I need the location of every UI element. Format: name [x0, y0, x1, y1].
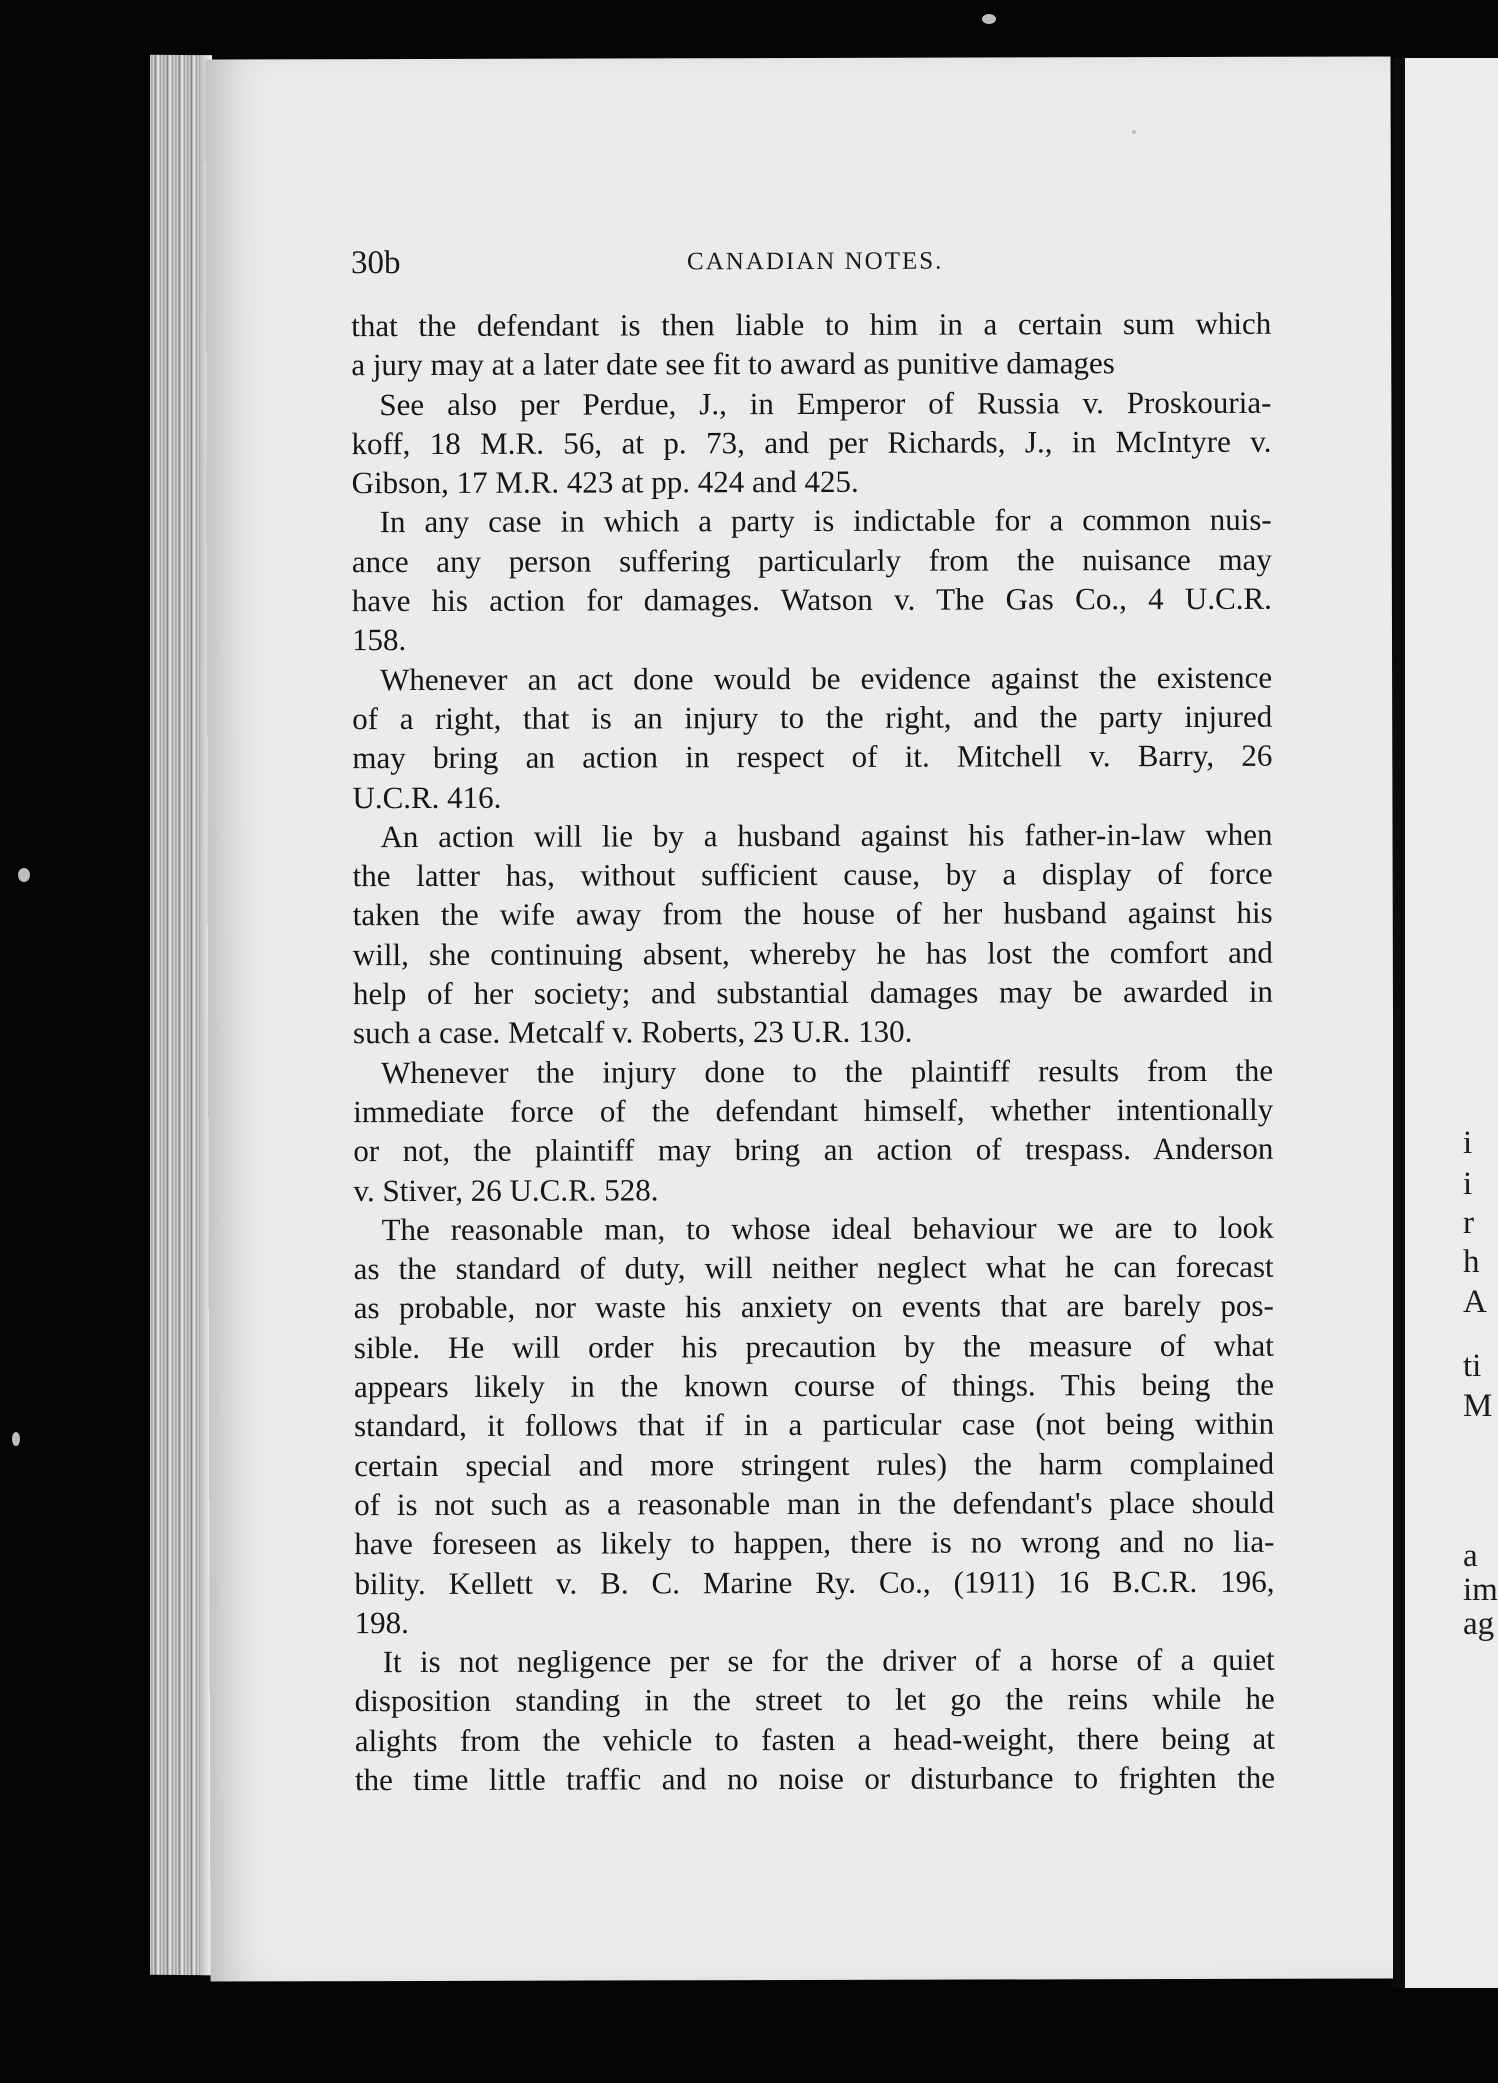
text-line: that the defendant is then liable to him in a certain sum which [351, 305, 1272, 344]
running-title: CANADIAN NOTES. [686, 247, 944, 276]
text-line: sible. He will order his precaution by the measure of what [353, 1327, 1274, 1365]
text-line: appears likely in the known course of things. This being the [353, 1366, 1275, 1405]
text-line: In any case in which a party is indictable for a common nuis- [379, 502, 1272, 540]
text-line: U.C.R. 416. [352, 779, 502, 815]
text-line: taken the wife away from the house of her husband against his [352, 895, 1273, 933]
text-line: 198. [354, 1604, 409, 1640]
facing-page-fragment: ag [1463, 1606, 1495, 1642]
facing-page-fragment: r [1463, 1205, 1474, 1241]
text-line: certain special and more stringent rules) the harm complained [354, 1445, 1275, 1483]
facing-page-edge [1405, 58, 1498, 1988]
text-line: v. Stiver, 26 U.C.R. 528. [353, 1171, 659, 1208]
text-line: or not, the plaintiff may bring an action of trespass. Anderson [353, 1130, 1274, 1169]
facing-page-fragment: a [1463, 1538, 1478, 1574]
text-line: See also per Perdue, J., in Emperor of Russia v. Proskouria- [379, 384, 1272, 422]
text-line: alights from the vehicle to fasten a head-weight, there being at [354, 1720, 1275, 1758]
body-text [351, 304, 1275, 1800]
running-head [351, 243, 1291, 285]
dust-speck [18, 868, 30, 882]
text-line: the time little traffic and no noise or disturbance to frighten the [354, 1759, 1276, 1798]
book-page [205, 56, 1395, 1981]
text-line: Gibson, 17 M.R. 423 at pp. 424 and 425. [351, 464, 859, 501]
facing-page-fragment: h [1463, 1244, 1480, 1280]
gutter [1393, 58, 1405, 1988]
text-line: ance any person suffering particularly from the nuisance may [351, 541, 1272, 579]
text-line: such a case. Metcalf v. Roberts, 23 U.R. 130. [352, 1014, 913, 1051]
facing-page-fragment: im [1463, 1572, 1498, 1608]
facing-page-fragment: ti [1463, 1348, 1482, 1384]
dust-speck [12, 1432, 20, 1446]
text-line: It is not negligence per se for the driver of a horse of a quiet [382, 1641, 1275, 1680]
text-line: standard, it follows that if in a particular case (not being within [354, 1406, 1275, 1444]
text-line: may bring an action in respect of it. Mitchell v. Barry, 26 [352, 738, 1273, 776]
text-line: koff, 18 M.R. 56, at p. 73, and per Richards, J., in McIntyre v. [351, 423, 1272, 462]
facing-page-fragment: A [1463, 1284, 1487, 1320]
facing-page-fragment: i [1463, 1125, 1473, 1161]
text-line: An action will lie by a husband against his father-in-law when [380, 816, 1273, 854]
text-line: 158. [351, 622, 407, 658]
text-line: immediate force of the defendant himself, whether intentionally [353, 1091, 1274, 1130]
text-line: Whenever the injury done to the plaintiff results from the [381, 1052, 1274, 1090]
page-edges [150, 55, 212, 1975]
text-line: as the standard of duty, will neither neglect what he can forecast [353, 1248, 1274, 1287]
text-line: a jury may at a later date see fit to award as punitive damages [351, 345, 1115, 383]
facing-page-fragment: i [1463, 1166, 1473, 1202]
dust-speck [1132, 130, 1136, 134]
text-line: will, she continuing absent, whereby he has lost the comfort and [352, 934, 1273, 972]
text-line: The reasonable man, to whose ideal behaviour we are to look [381, 1209, 1274, 1247]
dust-speck [982, 14, 996, 24]
text-line: bility. Kellett v. B. C. Marine Ry. Co., (1911) 16 B.C.R. 196, [354, 1563, 1275, 1601]
text-line: the latter has, without sufficient cause, by a display of force [352, 855, 1273, 894]
text-line: disposition standing in the street to let go the reins while he [354, 1681, 1275, 1719]
text-line: have foreseen as likely to happen, there is no wrong and no lia- [354, 1523, 1275, 1562]
page-number: 30b [350, 245, 401, 282]
text-line: Whenever an act done would be evidence against the existence [380, 659, 1273, 697]
facing-page-fragment: M [1463, 1388, 1493, 1424]
text-line: as probable, nor waste his anxiety on events that are barely pos- [353, 1288, 1274, 1326]
text-line: have his action for damages. Watson v. The Gas Co., 4 U.C.R. [351, 580, 1272, 619]
text-line: of is not such as a reasonable man in the defendant's place should [354, 1484, 1275, 1523]
text-line: of a right, that is an injury to the right, and the party injured [352, 698, 1273, 737]
text-line: help of her society; and substantial damages may be awarded in [352, 973, 1273, 1012]
